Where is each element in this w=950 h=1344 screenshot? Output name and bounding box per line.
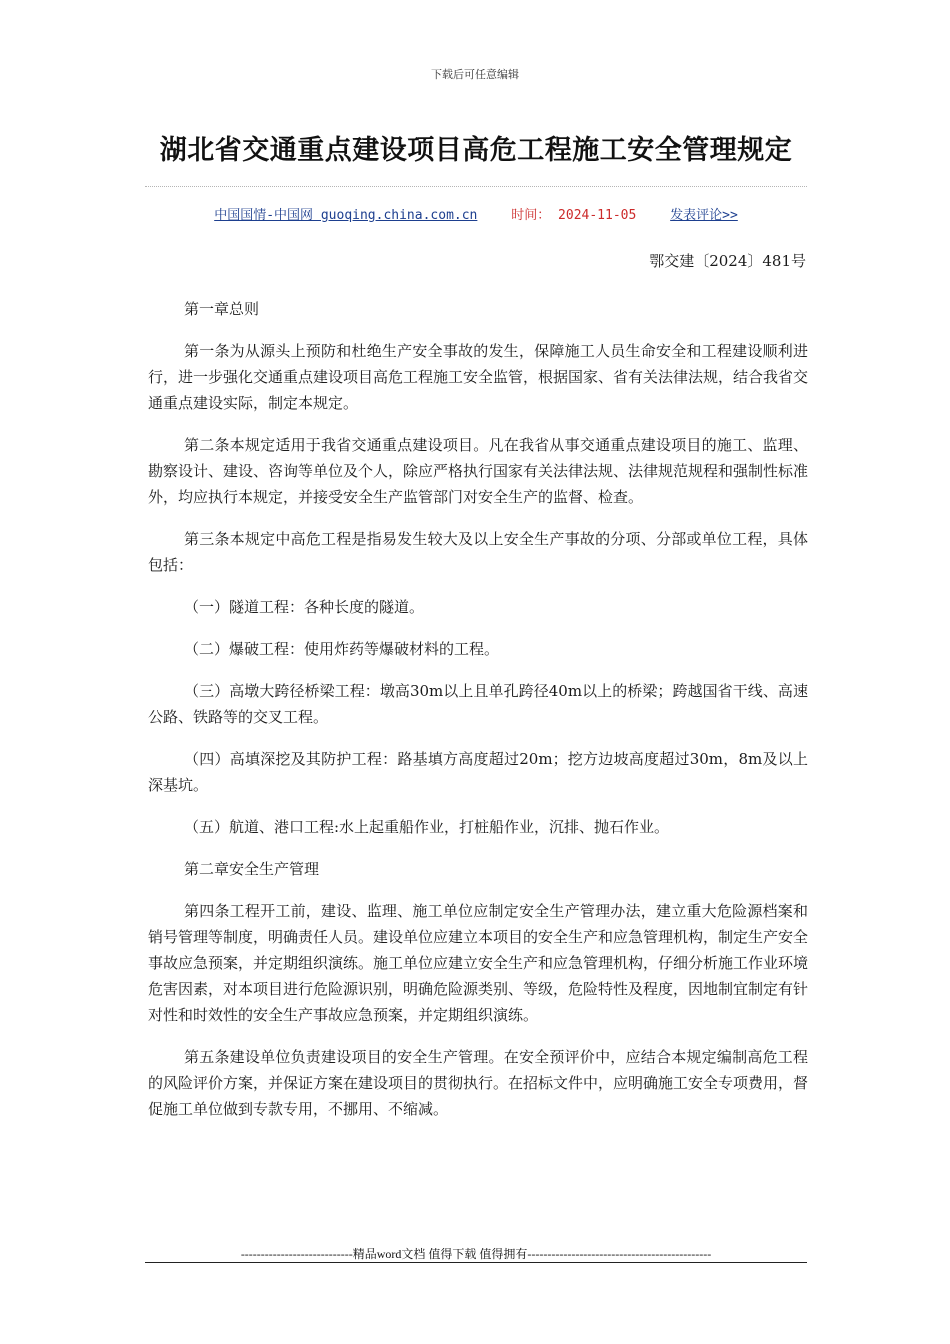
list-item: （五）航道、港口工程:水上起重船作业，打桩船作业，沉排、抛石作业。 (184, 818, 670, 836)
document-number: 鄂交建〔2024〕481号 (649, 252, 806, 270)
article-body (148, 296, 808, 1138)
footer-banner: ----------------------------精品word文档 值得下载 值得拥有---------------------------------------------- (240, 1247, 712, 1261)
footer-divider (145, 1262, 807, 1263)
publish-date: 2024-11-05 (558, 208, 637, 223)
article-paragraph: 第三条本规定中高危工程是指易发生较大及以上安全生产事故的分项、分部或单位工程，具体包括： (148, 530, 808, 574)
article-paragraph: 第四条工程开工前，建设、监理、施工单位应制定安全生产管理办法，建立重大危险源档案和销号管理等制度，明确责任人员。建设单位应建立本项目的安全生产和应急管理机构，制定生产安全事故应急预案，并定期组织演练。施工单位应建立安全生产和应急管理机构，仔细分析施工作业环境危害因素，对本项目进行危险源识别，明确危险源类别、等级，危险特性及程度，因地制宜制定有针对性和时效性的安全生产事故应急预案，并定期组织演练。 (148, 902, 809, 1024)
comment-link[interactable]: 发表评论>> (670, 208, 738, 223)
chapter-heading: 第一章总则 (184, 300, 260, 318)
list-item: （二）爆破工程：使用炸药等爆破材料的工程。 (184, 640, 500, 658)
list-item: （一）隧道工程：各种长度的隧道。 (184, 598, 425, 616)
list-item: （三）高墩大跨径桥梁工程：墩高30m以上且单孔跨径40m以上的桥梁；跨越国省干线、高速公路、铁路等的交叉工程。 (148, 682, 808, 726)
chapter-heading: 第二章安全生产管理 (184, 860, 320, 878)
article-paragraph: 第五条建设单位负责建设项目的安全生产管理。在安全预评价中，应结合本规定编制高危工程的风险评价方案，并保证方案在建设项目的贯彻执行。在招标文件中，应明确施工安全专项费用，督促施工单位做到专款专用，不挪用、不缩减。 (148, 1048, 809, 1118)
article-meta (145, 204, 807, 223)
time-label: 时间： (511, 208, 551, 223)
list-item: （四）高填深挖及其防护工程：路基填方高度超过20m；挖方边坡高度超过30m，8m及以上深基坑。 (148, 750, 808, 794)
title-divider (145, 186, 807, 187)
header-note: 下载后可任意编辑 (431, 68, 519, 81)
page-title: 湖北省交通重点建设项目高危工程施工安全管理规定 (159, 135, 793, 166)
source-link[interactable]: 中国国情-中国网 guoqing.china.com.cn (214, 208, 478, 223)
article-paragraph: 第一条为从源头上预防和杜绝生产安全事故的发生，保障施工人员生命安全和工程建设顺利进行，进一步强化交通重点建设项目高危工程施工安全监管，根据国家、省有关法律法规，结合我省交通重点建设实际，制定本规定。 (148, 342, 809, 412)
article-paragraph: 第二条本规定适用于我省交通重点建设项目。凡在我省从事交通重点建设项目的施工、监理、勘察设计、建设、咨询等单位及个人，除应严格执行国家有关法律法规、法律规范规程和强制性标准外，均应执行本规定，并接受安全生产监管部门对安全生产的监督、检查。 (148, 436, 809, 506)
